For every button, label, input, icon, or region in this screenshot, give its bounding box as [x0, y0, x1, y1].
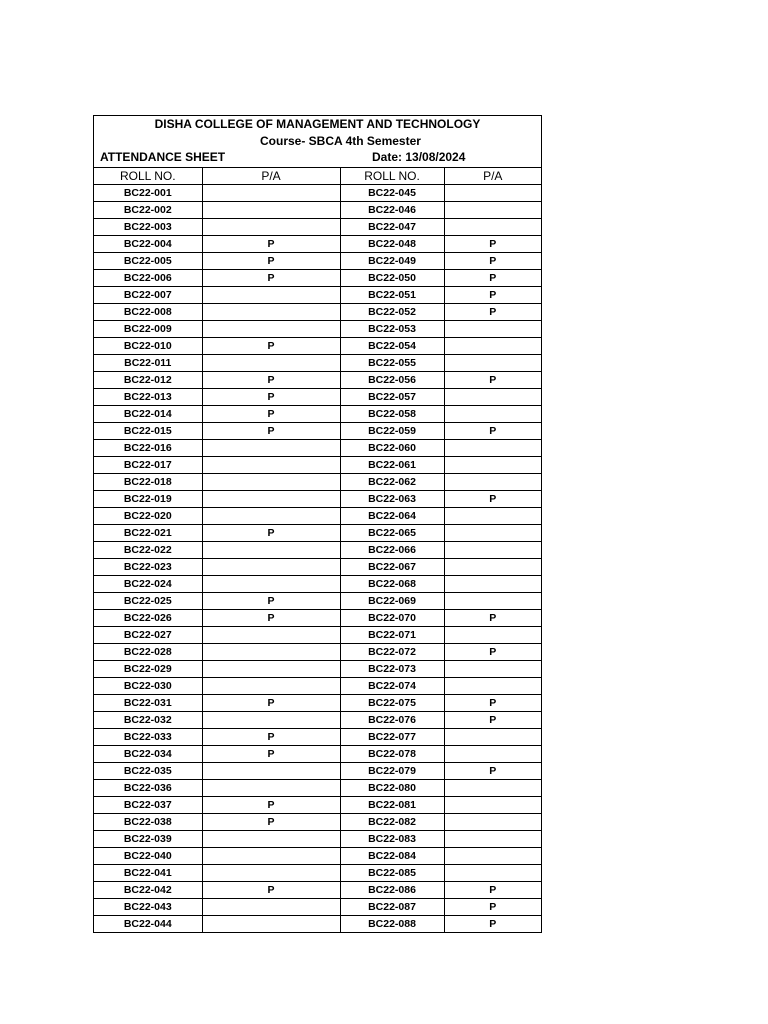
roll-no-cell: BC22-080 — [340, 780, 444, 797]
roll-no-cell: BC22-056 — [340, 372, 444, 389]
roll-no-cell: BC22-054 — [340, 338, 444, 355]
roll-no-cell: BC22-039 — [94, 831, 202, 848]
table-row — [94, 678, 541, 695]
table-row — [94, 287, 541, 304]
roll-no-cell: BC22-026 — [94, 610, 202, 627]
attendance-cell: P — [444, 916, 541, 933]
attendance-cell: P — [202, 253, 340, 270]
roll-no-cell: BC22-019 — [94, 491, 202, 508]
table-row — [94, 593, 541, 610]
roll-no-cell: BC22-042 — [94, 882, 202, 899]
attendance-cell — [444, 797, 541, 814]
attendance-cell — [444, 202, 541, 219]
attendance-cell: P — [444, 712, 541, 729]
attendance-cell — [444, 661, 541, 678]
roll-no-cell: BC22-059 — [340, 423, 444, 440]
attendance-cell: P — [202, 338, 340, 355]
roll-no-cell: BC22-069 — [340, 593, 444, 610]
attendance-cell — [202, 542, 340, 559]
roll-no-cell: BC22-065 — [340, 525, 444, 542]
attendance-cell — [202, 627, 340, 644]
table-row — [94, 627, 541, 644]
table-row — [94, 491, 541, 508]
course-title: Course- SBCA 4th Semester — [260, 134, 421, 148]
attendance-cell: P — [202, 389, 340, 406]
attendance-cell — [202, 559, 340, 576]
attendance-cell — [444, 525, 541, 542]
roll-no-cell: BC22-027 — [94, 627, 202, 644]
attendance-cell — [202, 457, 340, 474]
table-row — [94, 457, 541, 474]
attendance-cell — [444, 576, 541, 593]
roll-no-cell: BC22-066 — [340, 542, 444, 559]
table-row — [94, 865, 541, 882]
attendance-cell — [202, 576, 340, 593]
roll-no-cell: BC22-036 — [94, 780, 202, 797]
table-row — [94, 661, 541, 678]
attendance-cell — [444, 831, 541, 848]
roll-no-cell: BC22-044 — [94, 916, 202, 933]
roll-no-cell: BC22-067 — [340, 559, 444, 576]
roll-no-cell: BC22-002 — [94, 202, 202, 219]
roll-no-cell: BC22-070 — [340, 610, 444, 627]
roll-no-cell: BC22-013 — [94, 389, 202, 406]
attendance-cell — [202, 865, 340, 882]
roll-no-cell: BC22-073 — [340, 661, 444, 678]
attendance-cell — [444, 593, 541, 610]
table-row — [94, 695, 541, 712]
table-row — [94, 423, 541, 440]
sheet-title: ATTENDANCE SHEET — [100, 150, 226, 164]
table-row — [94, 372, 541, 389]
attendance-cell: P — [444, 253, 541, 270]
roll-no-cell: BC22-050 — [340, 270, 444, 287]
table-row — [94, 746, 541, 763]
roll-no-cell: BC22-007 — [94, 287, 202, 304]
sheet-date: Date: 13/08/2024 — [372, 150, 466, 164]
sheet-header — [94, 116, 541, 168]
attendance-cell — [202, 185, 340, 202]
roll-no-cell: BC22-011 — [94, 355, 202, 372]
attendance-cell: P — [202, 406, 340, 423]
column-header-roll-no: ROLL NO. — [94, 168, 202, 185]
attendance-cell — [202, 780, 340, 797]
roll-no-cell: BC22-012 — [94, 372, 202, 389]
attendance-cell — [202, 440, 340, 457]
attendance-cell — [444, 678, 541, 695]
roll-no-cell: BC22-001 — [94, 185, 202, 202]
roll-no-cell: BC22-053 — [340, 321, 444, 338]
table-row — [94, 525, 541, 542]
attendance-cell — [444, 321, 541, 338]
attendance-cell — [444, 746, 541, 763]
attendance-sheet — [93, 115, 542, 933]
table-row — [94, 916, 541, 933]
table-row — [94, 185, 541, 202]
roll-no-cell: BC22-082 — [340, 814, 444, 831]
roll-no-cell: BC22-071 — [340, 627, 444, 644]
roll-no-cell: BC22-049 — [340, 253, 444, 270]
attendance-cell — [444, 559, 541, 576]
table-row — [94, 508, 541, 525]
table-row — [94, 712, 541, 729]
attendance-cell: P — [202, 236, 340, 253]
attendance-cell: P — [202, 882, 340, 899]
attendance-cell — [202, 287, 340, 304]
roll-no-cell: BC22-017 — [94, 457, 202, 474]
roll-no-cell: BC22-072 — [340, 644, 444, 661]
attendance-cell: P — [202, 593, 340, 610]
attendance-cell — [444, 457, 541, 474]
attendance-cell: P — [444, 423, 541, 440]
roll-no-cell: BC22-064 — [340, 508, 444, 525]
attendance-cell — [202, 712, 340, 729]
attendance-cell — [444, 780, 541, 797]
attendance-cell: P — [202, 525, 340, 542]
attendance-cell: P — [444, 287, 541, 304]
attendance-cell: P — [444, 695, 541, 712]
roll-no-cell: BC22-086 — [340, 882, 444, 899]
table-header-row — [94, 168, 541, 185]
attendance-cell — [444, 406, 541, 423]
table-row — [94, 253, 541, 270]
roll-no-cell: BC22-081 — [340, 797, 444, 814]
attendance-cell: P — [202, 270, 340, 287]
roll-no-cell: BC22-088 — [340, 916, 444, 933]
table-row — [94, 899, 541, 916]
attendance-cell — [444, 440, 541, 457]
table-row — [94, 406, 541, 423]
attendance-cell — [202, 899, 340, 916]
attendance-cell: P — [444, 610, 541, 627]
attendance-cell: P — [444, 899, 541, 916]
table-row — [94, 848, 541, 865]
roll-no-cell: BC22-078 — [340, 746, 444, 763]
roll-no-cell: BC22-003 — [94, 219, 202, 236]
attendance-cell — [444, 542, 541, 559]
attendance-cell — [444, 474, 541, 491]
table-row — [94, 644, 541, 661]
roll-no-cell: BC22-068 — [340, 576, 444, 593]
roll-no-cell: BC22-004 — [94, 236, 202, 253]
roll-no-cell: BC22-048 — [340, 236, 444, 253]
roll-no-cell: BC22-033 — [94, 729, 202, 746]
table-row — [94, 780, 541, 797]
attendance-cell — [444, 508, 541, 525]
roll-no-cell: BC22-008 — [94, 304, 202, 321]
table-row — [94, 219, 541, 236]
attendance-cell — [202, 661, 340, 678]
attendance-cell — [444, 355, 541, 372]
roll-no-cell: BC22-077 — [340, 729, 444, 746]
column-header-pa: P/A — [444, 168, 541, 185]
attendance-cell — [202, 491, 340, 508]
attendance-cell: P — [202, 797, 340, 814]
attendance-cell — [202, 848, 340, 865]
table-row — [94, 389, 541, 406]
roll-no-cell: BC22-022 — [94, 542, 202, 559]
roll-no-cell: BC22-045 — [340, 185, 444, 202]
roll-no-cell: BC22-043 — [94, 899, 202, 916]
table-row — [94, 729, 541, 746]
table-row — [94, 236, 541, 253]
roll-no-cell: BC22-041 — [94, 865, 202, 882]
roll-no-cell: BC22-023 — [94, 559, 202, 576]
table-row — [94, 355, 541, 372]
attendance-table — [94, 168, 541, 932]
attendance-cell — [444, 865, 541, 882]
attendance-cell: P — [202, 814, 340, 831]
table-row — [94, 474, 541, 491]
roll-no-cell: BC22-038 — [94, 814, 202, 831]
roll-no-cell: BC22-014 — [94, 406, 202, 423]
column-header-roll-no: ROLL NO. — [340, 168, 444, 185]
table-row — [94, 270, 541, 287]
table-row — [94, 576, 541, 593]
table-row — [94, 304, 541, 321]
roll-no-cell: BC22-083 — [340, 831, 444, 848]
roll-no-cell: BC22-040 — [94, 848, 202, 865]
roll-no-cell: BC22-075 — [340, 695, 444, 712]
attendance-cell: P — [202, 610, 340, 627]
attendance-cell — [444, 814, 541, 831]
roll-no-cell: BC22-046 — [340, 202, 444, 219]
attendance-cell — [202, 474, 340, 491]
attendance-cell: P — [444, 372, 541, 389]
table-row — [94, 797, 541, 814]
attendance-cell — [202, 304, 340, 321]
roll-no-cell: BC22-006 — [94, 270, 202, 287]
roll-no-cell: BC22-062 — [340, 474, 444, 491]
attendance-cell — [444, 219, 541, 236]
attendance-cell — [202, 219, 340, 236]
roll-no-cell: BC22-055 — [340, 355, 444, 372]
attendance-cell — [202, 202, 340, 219]
roll-no-cell: BC22-029 — [94, 661, 202, 678]
roll-no-cell: BC22-052 — [340, 304, 444, 321]
attendance-cell: P — [202, 729, 340, 746]
attendance-cell: P — [444, 304, 541, 321]
roll-no-cell: BC22-051 — [340, 287, 444, 304]
attendance-cell — [202, 916, 340, 933]
roll-no-cell: BC22-084 — [340, 848, 444, 865]
attendance-cell: P — [444, 644, 541, 661]
roll-no-cell: BC22-058 — [340, 406, 444, 423]
roll-no-cell: BC22-025 — [94, 593, 202, 610]
attendance-cell: P — [444, 882, 541, 899]
attendance-cell — [202, 355, 340, 372]
table-row — [94, 440, 541, 457]
attendance-cell — [202, 678, 340, 695]
roll-no-cell: BC22-037 — [94, 797, 202, 814]
roll-no-cell: BC22-061 — [340, 457, 444, 474]
roll-no-cell: BC22-063 — [340, 491, 444, 508]
attendance-cell — [202, 831, 340, 848]
attendance-cell: P — [444, 270, 541, 287]
roll-no-cell: BC22-031 — [94, 695, 202, 712]
attendance-cell — [202, 508, 340, 525]
attendance-cell: P — [444, 491, 541, 508]
table-row — [94, 814, 541, 831]
table-row — [94, 610, 541, 627]
attendance-cell: P — [202, 746, 340, 763]
roll-no-cell: BC22-087 — [340, 899, 444, 916]
roll-no-cell: BC22-016 — [94, 440, 202, 457]
attendance-cell: P — [444, 763, 541, 780]
roll-no-cell: BC22-024 — [94, 576, 202, 593]
roll-no-cell: BC22-020 — [94, 508, 202, 525]
roll-no-cell: BC22-057 — [340, 389, 444, 406]
attendance-cell — [202, 321, 340, 338]
roll-no-cell: BC22-079 — [340, 763, 444, 780]
college-name: DISHA COLLEGE OF MANAGEMENT AND TECHNOLOGY — [154, 117, 481, 131]
roll-no-cell: BC22-009 — [94, 321, 202, 338]
column-header-pa: P/A — [202, 168, 340, 185]
attendance-cell — [444, 389, 541, 406]
attendance-cell: P — [202, 695, 340, 712]
roll-no-cell: BC22-005 — [94, 253, 202, 270]
roll-no-cell: BC22-018 — [94, 474, 202, 491]
roll-no-cell: BC22-060 — [340, 440, 444, 457]
attendance-cell: P — [444, 236, 541, 253]
roll-no-cell: BC22-076 — [340, 712, 444, 729]
table-row — [94, 202, 541, 219]
roll-no-cell: BC22-028 — [94, 644, 202, 661]
attendance-cell — [202, 644, 340, 661]
table-row — [94, 763, 541, 780]
attendance-cell — [444, 729, 541, 746]
roll-no-cell: BC22-032 — [94, 712, 202, 729]
attendance-cell: P — [202, 372, 340, 389]
table-row — [94, 338, 541, 355]
roll-no-cell: BC22-074 — [340, 678, 444, 695]
roll-no-cell: BC22-085 — [340, 865, 444, 882]
roll-no-cell: BC22-034 — [94, 746, 202, 763]
roll-no-cell: BC22-021 — [94, 525, 202, 542]
roll-no-cell: BC22-030 — [94, 678, 202, 695]
table-row — [94, 542, 541, 559]
roll-no-cell: BC22-010 — [94, 338, 202, 355]
table-row — [94, 831, 541, 848]
table-row — [94, 882, 541, 899]
attendance-cell: P — [202, 423, 340, 440]
table-row — [94, 321, 541, 338]
roll-no-cell: BC22-035 — [94, 763, 202, 780]
roll-no-cell: BC22-047 — [340, 219, 444, 236]
attendance-cell — [444, 338, 541, 355]
roll-no-cell: BC22-015 — [94, 423, 202, 440]
attendance-cell — [444, 627, 541, 644]
attendance-cell — [444, 848, 541, 865]
table-row — [94, 559, 541, 576]
attendance-cell — [202, 763, 340, 780]
attendance-cell — [444, 185, 541, 202]
